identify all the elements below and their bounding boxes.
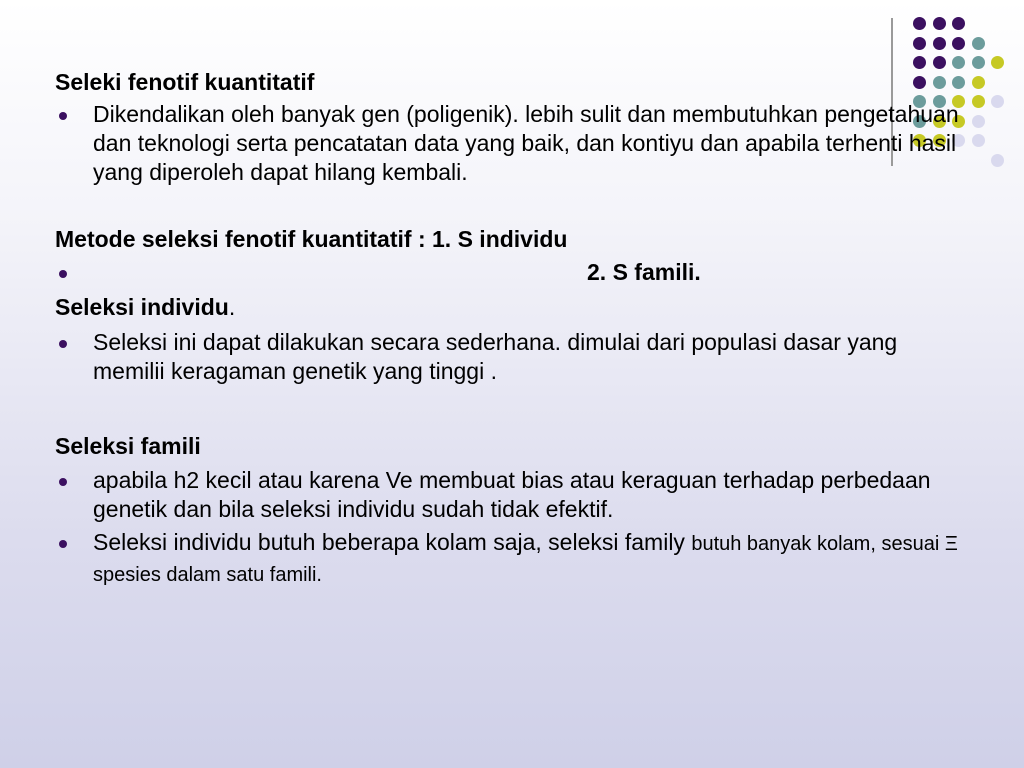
bullet-h2-kecil: apabila h2 kecil atau karena Ve membuat bias atau keraguan terhadap perbedaan genetik dan bila seleksi individu sudah tidak efektif. — [55, 466, 965, 524]
decor-dot — [913, 17, 926, 30]
decor-dot — [913, 37, 926, 50]
decor-dot — [972, 76, 985, 89]
kolam-small-text: butuh banyak kolam, sesuai Ξ spesies dalam satu famili. — [93, 533, 958, 586]
bullet-kolam — [55, 528, 965, 590]
decor-dot — [972, 37, 985, 50]
s-famili-text: 2. S famili. — [587, 259, 701, 285]
slide-content — [55, 68, 965, 590]
heading-seleksi-individu — [55, 293, 965, 321]
seleksi-individu-period: . — [228, 294, 236, 320]
decor-dot — [933, 17, 946, 30]
decor-dot — [991, 56, 1004, 69]
decor-dot — [972, 134, 985, 147]
bullet-poligenik: Dikendalikan oleh banyak gen (poligenik). lebih sulit dan membutuhkan pengetahuan dan teknologi serta pencatatan data yang baik, dan kontiyu dan apabila terhenti hasil yang diperoleh dapat hilang kembali. — [55, 100, 965, 187]
decor-dot — [972, 95, 985, 108]
kolam-main-text: Seleksi individu butuh beberapa kolam saja, seleksi family — [93, 529, 692, 555]
heading-seleki-fenotif: Seleki fenotif kuantitatif — [55, 69, 315, 95]
decor-dot — [952, 17, 965, 30]
bullet-seleksi-ini: Seleksi ini dapat dilakukan secara sederhana. dimulai dari populasi dasar yang memilii keragaman genetik yang tinggi . — [55, 328, 965, 386]
heading-seleksi-famili: Seleksi famili — [55, 433, 201, 459]
decor-dot — [933, 37, 946, 50]
seleksi-individu-label: Seleksi individu — [55, 294, 229, 320]
decor-dot — [972, 115, 985, 128]
heading-metode-seleksi: Metode seleksi fenotif kuantitatif : 1. S individu — [55, 226, 568, 252]
bullet-s-famili — [55, 258, 965, 287]
decor-dot — [991, 154, 1004, 167]
decor-dot — [952, 37, 965, 50]
decor-dot — [991, 95, 1004, 108]
decor-dot — [972, 56, 985, 69]
